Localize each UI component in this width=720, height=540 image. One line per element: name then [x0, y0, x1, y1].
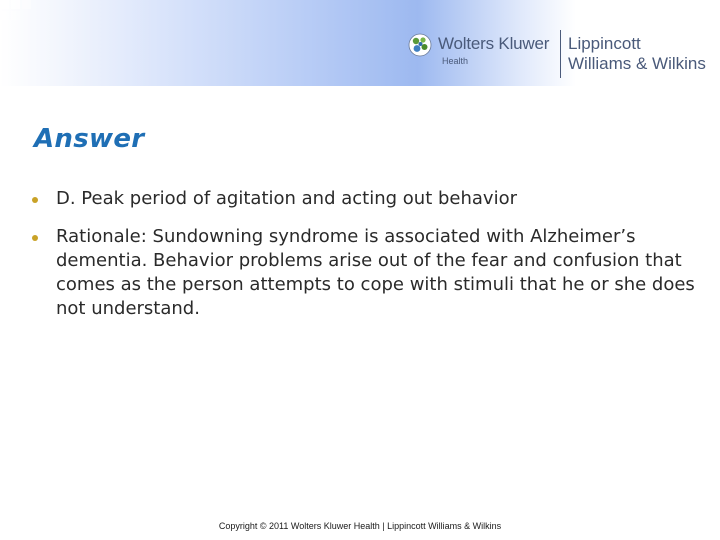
footer — [0, 521, 720, 531]
copyright-text: Copyright © 2011 Wolters Kluwer Health | Lippincott Williams & Wilkins — [218, 521, 502, 531]
publisher-logo — [408, 30, 718, 80]
header-band — [0, 0, 720, 86]
bullet-item-rationale — [32, 225, 702, 321]
logo-lww-line2: Williams & Wilkins — [568, 54, 706, 73]
logo-divider — [560, 30, 561, 78]
bullet-item-answer — [32, 187, 702, 211]
slide-title: Answer — [34, 124, 145, 154]
bullet-dot-icon — [32, 197, 38, 203]
bullet-dot-icon — [32, 235, 38, 241]
bullet-text: D. Peak period of agitation and acting out behavior — [56, 188, 517, 209]
decorative-squares — [0, 0, 46, 40]
bullet-text: Rationale: Sundowning syndrome is associated with Alzheimer’s dementia. Behavior problems arise out of the fear and confusion that comes as the person attempts to cope with stimuli that he or she does not understand. — [56, 226, 695, 319]
logo-wolters-kluwer-text: Wolters Kluwer — [438, 34, 550, 53]
wolters-kluwer-globe-icon — [408, 33, 432, 57]
logo-lww-line1: Lippincott — [568, 34, 641, 53]
logo-lww-text — [568, 34, 706, 74]
logo-health-text: Health — [442, 56, 469, 66]
bullet-list — [32, 187, 702, 335]
